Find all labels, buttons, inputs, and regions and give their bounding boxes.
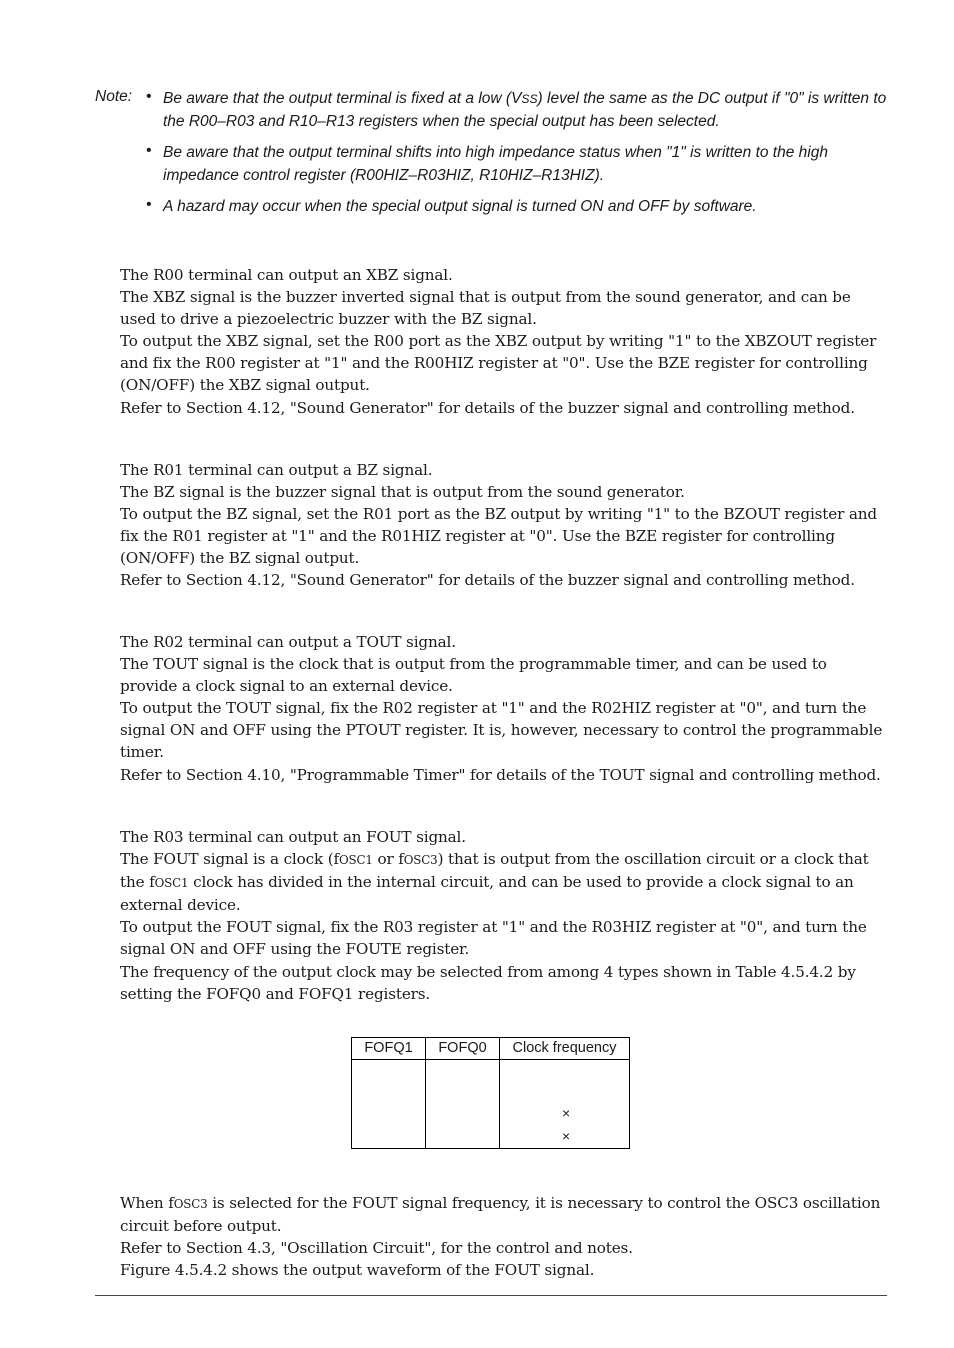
section-fout bbox=[120, 826, 888, 1005]
multiply-mark: × bbox=[562, 1128, 571, 1144]
note-item-3: A hazard may occur when the special output signal is turned ON and OFF by software. bbox=[163, 198, 757, 215]
table-header-cell: FOFQ1 bbox=[364, 1040, 413, 1056]
note-item-2: Be aware that the output terminal shifts into high impedance status when "1" is written to the high impedance control register (R00HIZ–R03HIZ, R10HIZ–R13HIZ). bbox=[163, 144, 828, 184]
paragraph: The XBZ signal is the buzzer inverted signal that is output from the sound generator, and can be used to drive a piezoelectric buzzer with the BZ signal. bbox=[120, 288, 851, 329]
note-label: Note: bbox=[95, 88, 133, 105]
paragraph: Refer to Section 4.10, "Programmable Timer" for details of the TOUT signal and controlling method. bbox=[120, 765, 881, 784]
paragraph: To output the BZ signal, set the R01 port as the BZ output by writing "1" to the BZOUT register and fix the R01 register at "1" and the R01HIZ register at "0". Use the BZE register for controlling (ON/OFF) the BZ signal output. bbox=[120, 505, 877, 568]
paragraph: The R03 terminal can output an FOUT signal. bbox=[120, 828, 466, 846]
bullet: • bbox=[146, 196, 152, 213]
section-tout bbox=[120, 631, 888, 786]
multiply-mark: × bbox=[562, 1105, 571, 1121]
paragraph: The frequency of the output clock may be selected from among 4 types shown in Table 4.5.4.2 by setting the FOFQ0 and FOFQ1 registers. bbox=[120, 962, 856, 1003]
note-item-1: Be aware that the output terminal is fixed at a low (VSS) level the same as the DC output if "0" is written to the R00–R03 and R10–R13 registers when the special output has been selected. bbox=[163, 90, 887, 130]
paragraph: The FOUT signal is a clock (fOSC1 or fOSC3) that is output from the oscillation circuit or a clock that the fOSC1 clock has divided in the internal circuit, and can be used to provide a clock signal to an external device. bbox=[120, 850, 869, 915]
paragraph: The R01 terminal can output a BZ signal. bbox=[120, 461, 433, 479]
table-header-cell: Clock frequency bbox=[512, 1040, 617, 1056]
footer-rule bbox=[95, 1295, 887, 1296]
table-header-cell: FOFQ0 bbox=[438, 1040, 487, 1056]
bullet: • bbox=[146, 142, 152, 159]
frequency-table bbox=[351, 1037, 630, 1149]
paragraph: The R00 terminal can output an XBZ signal. bbox=[120, 266, 453, 284]
paragraph: When fOSC3 is selected for the FOUT signal frequency, it is necessary to control the OSC3 oscillation circuit before output. bbox=[120, 1194, 881, 1236]
section-xbz bbox=[120, 264, 888, 419]
paragraph: The TOUT signal is the clock that is output from the programmable timer, and can be used to provide a clock signal to an external device. bbox=[120, 655, 827, 696]
paragraph: Figure 4.5.4.2 shows the output waveform of the FOUT signal. bbox=[120, 1261, 595, 1280]
paragraph: Refer to Section 4.3, "Oscillation Circuit", for the control and notes. bbox=[120, 1239, 633, 1258]
section-bz bbox=[120, 459, 888, 592]
paragraph: The BZ signal is the buzzer signal that is output from the sound generator. bbox=[120, 483, 685, 502]
paragraph: Refer to Section 4.12, "Sound Generator" for details of the buzzer signal and controlling method. bbox=[120, 398, 855, 417]
paragraph: To output the FOUT signal, fix the R03 register at "1" and the R03HIZ register at "0", and turn the signal ON and OFF using the FOUTE register. bbox=[120, 918, 867, 959]
paragraph: Refer to Section 4.12, "Sound Generator" for details of the buzzer signal and controlling method. bbox=[120, 571, 855, 590]
paragraph: To output the XBZ signal, set the R00 port as the XBZ output by writing "1" to the XBZOUT register and fix the R00 register at "1" and the R00HIZ register at "0". Use the BZE register for controlling (ON/OFF) the XBZ signal output. bbox=[120, 332, 877, 395]
paragraph: The R02 terminal can output a TOUT signal. bbox=[120, 633, 456, 651]
bullet: • bbox=[146, 88, 152, 105]
section-after-table bbox=[120, 1192, 888, 1281]
paragraph: To output the TOUT signal, fix the R02 register at "1" and the R02HIZ register at "0", and turn the signal ON and OFF using the PTOUT register. It is, however, necessary to control the programmable timer. bbox=[120, 699, 883, 762]
